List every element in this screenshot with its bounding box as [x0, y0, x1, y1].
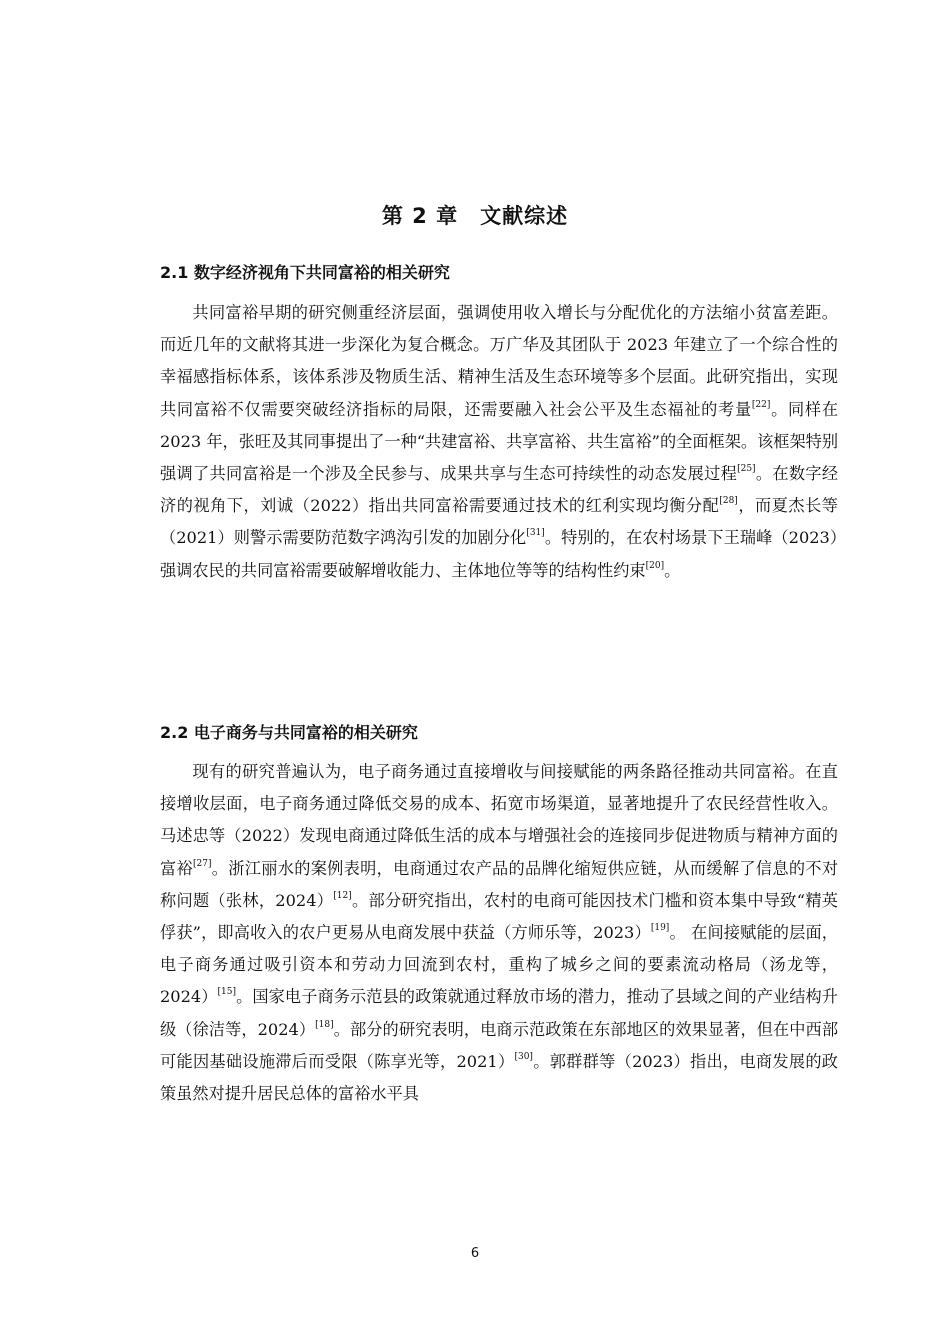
- citation-ref: [31]: [526, 528, 545, 539]
- citation-ref: [19]: [650, 923, 670, 934]
- citation-ref: [28]: [719, 496, 738, 507]
- paragraph-text: ，而夏杰长等（2021）则警示需要防范数字鸿沟引发的加剧分化: [160, 496, 838, 548]
- citation-ref: [12]: [333, 890, 352, 901]
- paragraph-text: 。国家电子商务示范县的政策就通过释放市场的潜力，推动了县域之间的产业结构升级（徐洁等，2024）: [160, 987, 838, 1039]
- paragraph-text: 。同样在 2023 年，张旺及其同事提出了一种“共建富裕、共享富裕、共生富裕”的全面框架。该框架特别强调了共同富裕是一个涉及全民参与、成果共享与生态可持续性的动态发展过程: [160, 399, 839, 484]
- citation-ref: [18]: [315, 1019, 334, 1030]
- paragraph-text: 。郭群群等（2023）指出，电商发展的政策虽然对提升居民总体的富裕水平具: [160, 1051, 838, 1104]
- paragraph-text: 。部分研究指出，农村的电商可能因技术门槛和资本集中导致“精英俘获”，即高收入的农户更易从电商发展中获益（方师乐等，2023）: [160, 890, 838, 943]
- paragraph-text: 。 在间接赋能的层面，电子商务通过吸引资本和劳动力回流到农村，重构了城乡之间的要素流动格局（汤龙等，2024）: [160, 923, 838, 1007]
- paragraph-text: 。浙江丽水的案例表明，电商通过农产品的品牌化缩短供应链，从而缓解了信息的不对称问题（张林，2024）: [160, 858, 839, 910]
- paragraph-text: 。特别的，在农村场景下王瑞峰（2023）强调农民的共同富裕需要破解增收能力、主体地位等等的结构性约束: [160, 528, 838, 580]
- paragraph-text: 共同富裕早期的研究侧重经济层面，强调使用收入增长与分配优化的方法缩小贫富差距。而近几年的文献将其进一步深化为复合概念。万广华及其团队于 2023 年建立了一个综合性的幸福感指标体系，该体系涉及物质生活、精神生活及生态环境等多个层面。此研究指出，实现共同富裕不仅需要突破经济指标的局限，还需要融入社会公平及生态福祉的考量: [160, 303, 838, 419]
- section-heading-2-1: 2.1 数字经济视角下共同富裕的相关研究: [160, 263, 450, 282]
- section-2-2-paragraph: [160, 756, 838, 1110]
- section-heading-2-2: 2.2 电子商务与共同富裕的相关研究: [160, 723, 418, 742]
- citation-ref: [25]: [737, 464, 756, 475]
- chapter-title: 第 2 章 文献综述: [381, 204, 569, 228]
- citation-ref: [30]: [514, 1051, 533, 1062]
- citation-ref: [15]: [217, 987, 237, 998]
- paragraph-text: 。部分的研究表明，电商示范政策在东部地区的效果显著，但在中西部可能因基础设施滞后而受限（陈享光等，2021）: [160, 1019, 839, 1071]
- paragraph-text: 现有的研究普遍认为，电子商务通过直接增收与间接赋能的两条路径推动共同富裕。在直接增收层面，电子商务通过降低交易的成本、拓宽市场渠道，显著地提升了农民经营性收入。马述忠等（2022）发现电商通过降低生活的成本与增强社会的连接同步促进物质与精神方面的富裕: [160, 762, 838, 878]
- paragraph-text: 。: [664, 560, 681, 580]
- citation-ref: [27]: [192, 858, 212, 869]
- citation-ref: [22]: [751, 399, 771, 410]
- citation-ref: [20]: [645, 560, 665, 571]
- section-2-1-paragraph: [160, 297, 838, 587]
- paragraph-text: 。在数字经济的视角下，刘诚（2022）指出共同富裕需要通过技术的红利实现均衡分配: [160, 464, 839, 516]
- page-number: 6: [470, 1246, 480, 1261]
